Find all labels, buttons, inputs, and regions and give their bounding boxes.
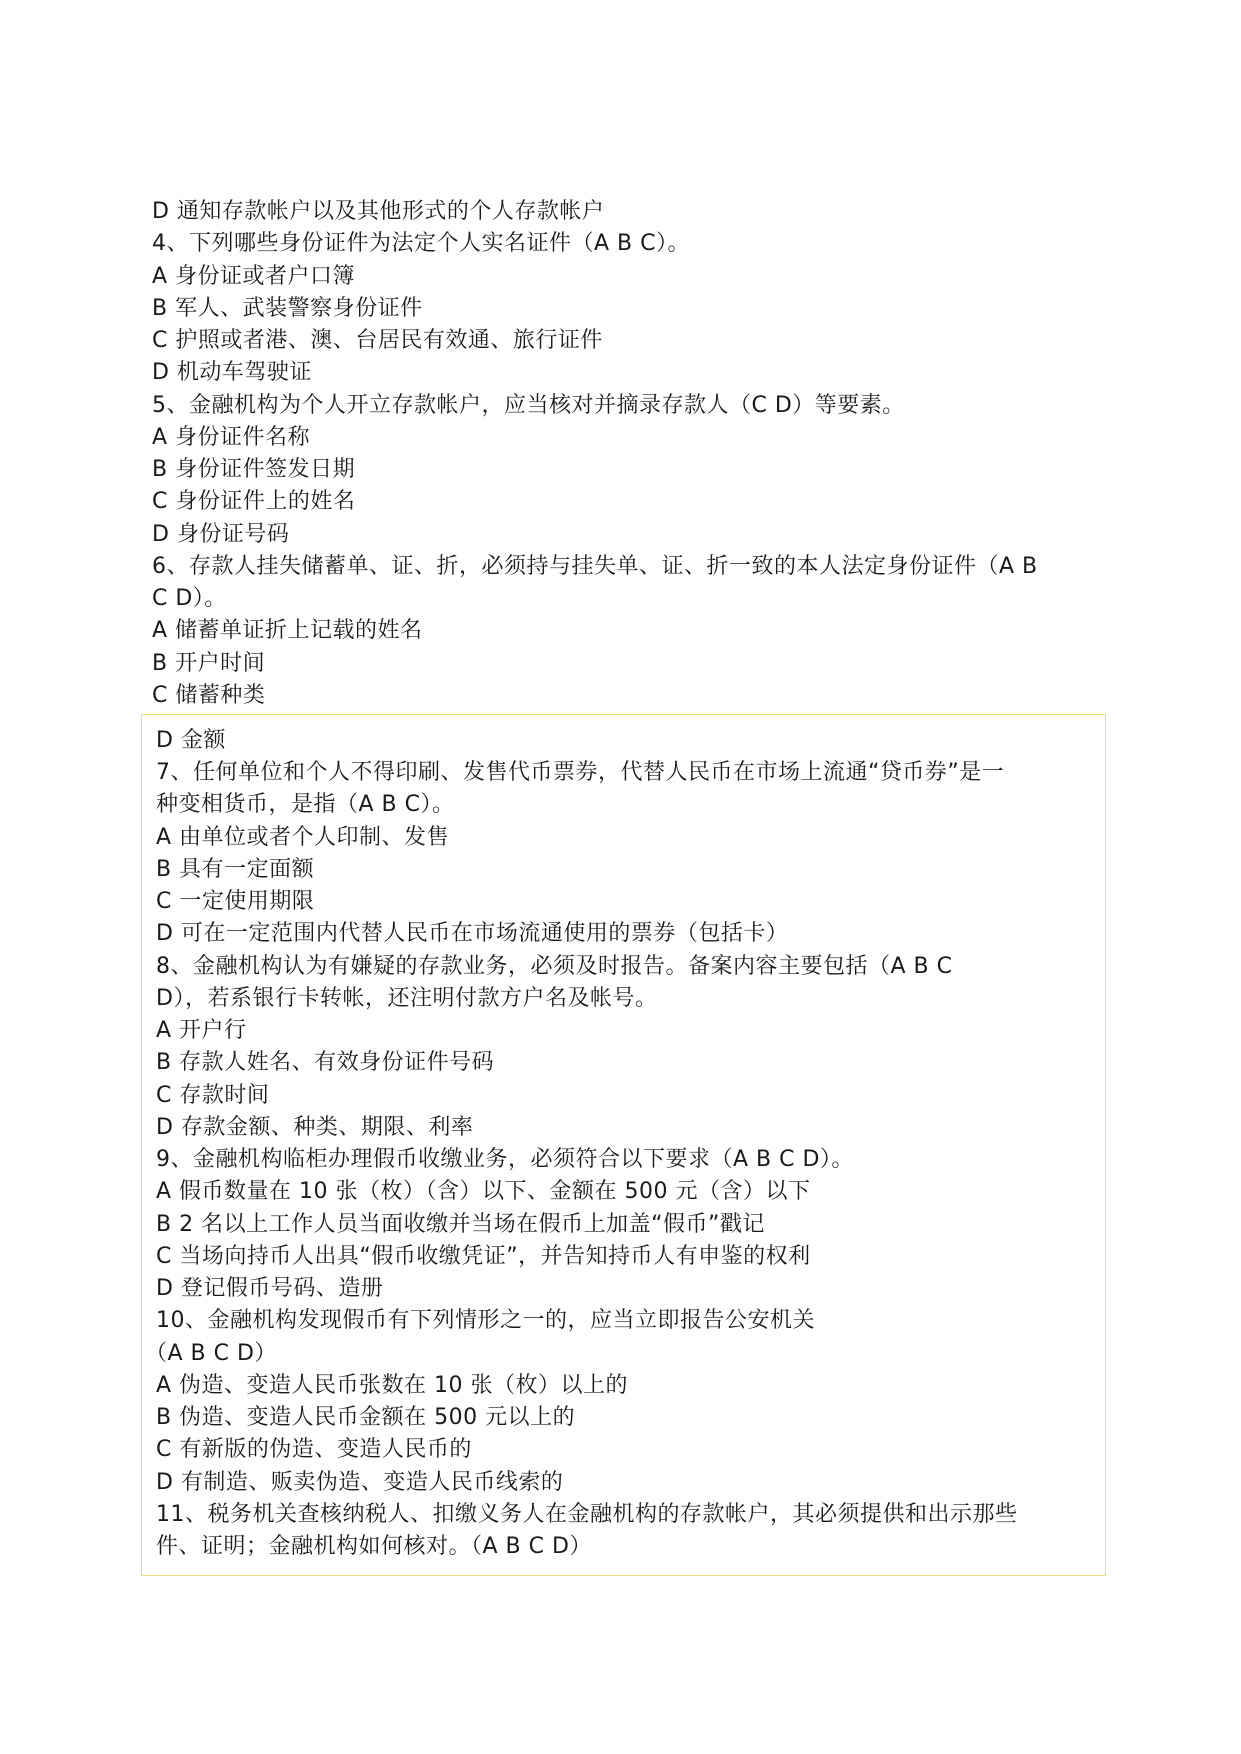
question-6-cont: C D）。	[152, 586, 227, 611]
option-line: D 登记假币号码、造册	[156, 1276, 384, 1301]
option-line: D 存款金额、种类、期限、利率	[156, 1115, 474, 1140]
option-line: A 由单位或者个人印制、发售	[156, 825, 450, 850]
question-7-cont: 种变相货币，是指（A B C）。	[156, 792, 455, 817]
question-7: 7、任何单位和个人不得印刷、发售代币票券，代替人民币在市场上流通“贷币券”是一	[156, 760, 1005, 785]
text-line: D 通知存款帐户以及其他形式的个人存款帐户	[152, 199, 605, 224]
question-9: 9、金融机构临柜办理假币收缴业务，必须符合以下要求（A B C D）。	[156, 1147, 854, 1172]
question-6: 6、存款人挂失储蓄单、证、折，必须持与挂失单、证、折一致的本人法定身份证件（A B	[152, 554, 1038, 579]
option-line: A 开户行	[156, 1018, 247, 1043]
option-line: C 储蓄种类	[152, 683, 266, 708]
question-11-cont: 件、证明；金融机构如何核对。（A B C D）	[156, 1534, 592, 1559]
option-line: D 身份证号码	[152, 522, 290, 547]
option-line: B 存款人姓名、有效身份证件号码	[156, 1050, 495, 1075]
option-line: C 护照或者港、澳、台居民有效通、旅行证件	[152, 328, 603, 353]
question-8-cont: D），若系银行卡转帐，还注明付款方户名及帐号。	[156, 986, 658, 1011]
option-line: B 开户时间	[152, 651, 266, 676]
option-line: B 2 名以上工作人员当面收缴并当场在假币上加盖“假币”戳记	[156, 1212, 765, 1237]
option-line: C 存款时间	[156, 1083, 270, 1108]
option-line: A 身份证件名称	[152, 425, 311, 450]
option-line: C 身份证件上的姓名	[152, 489, 356, 514]
option-line: D 有制造、贩卖伪造、变造人民币线索的	[156, 1470, 564, 1495]
option-line: C 一定使用期限	[156, 889, 315, 914]
question-8: 8、金融机构认为有嫌疑的存款业务，必须及时报告。备案内容主要包括（A B C	[156, 954, 953, 979]
option-line: D 金额	[156, 728, 226, 753]
option-line: A 假币数量在 10 张（枚）（含）以下、金额在 500 元（含）以下	[156, 1179, 811, 1204]
option-line: B 具有一定面额	[156, 857, 315, 882]
option-line: B 军人、武装警察身份证件	[152, 296, 423, 321]
question-10-cont: （A B C D）	[145, 1341, 277, 1366]
option-line: D 机动车驾驶证	[152, 360, 312, 385]
question-5: 5、金融机构为个人开立存款帐户，应当核对并摘录存款人（C D）等要素。	[152, 393, 905, 418]
option-line: C 当场向持币人出具“假币收缴凭证”，并告知持币人有申鉴的权利	[156, 1244, 811, 1269]
option-line: A 储蓄单证折上记载的姓名	[152, 618, 423, 643]
option-line: A 伪造、变造人民币张数在 10 张（枚）以上的	[156, 1373, 629, 1398]
option-line: D 可在一定范围内代替人民币在市场流通使用的票券（包括卡）	[156, 921, 789, 946]
option-line: B 身份证件签发日期	[152, 457, 356, 482]
option-line: B 伪造、变造人民币金额在 500 元以上的	[156, 1405, 576, 1430]
question-11: 11、税务机关查核纳税人、扣缴义务人在金融机构的存款帐户，其必须提供和出示那些	[156, 1502, 1018, 1527]
question-10: 10、金融机构发现假币有下列情形之一的，应当立即报告公安机关	[156, 1308, 815, 1333]
question-4: 4、下列哪些身份证件为法定个人实名证件（A B C）。	[152, 231, 690, 256]
option-line: C 有新版的伪造、变造人民币的	[156, 1437, 472, 1462]
option-line: A 身份证或者户口簿	[152, 264, 356, 289]
